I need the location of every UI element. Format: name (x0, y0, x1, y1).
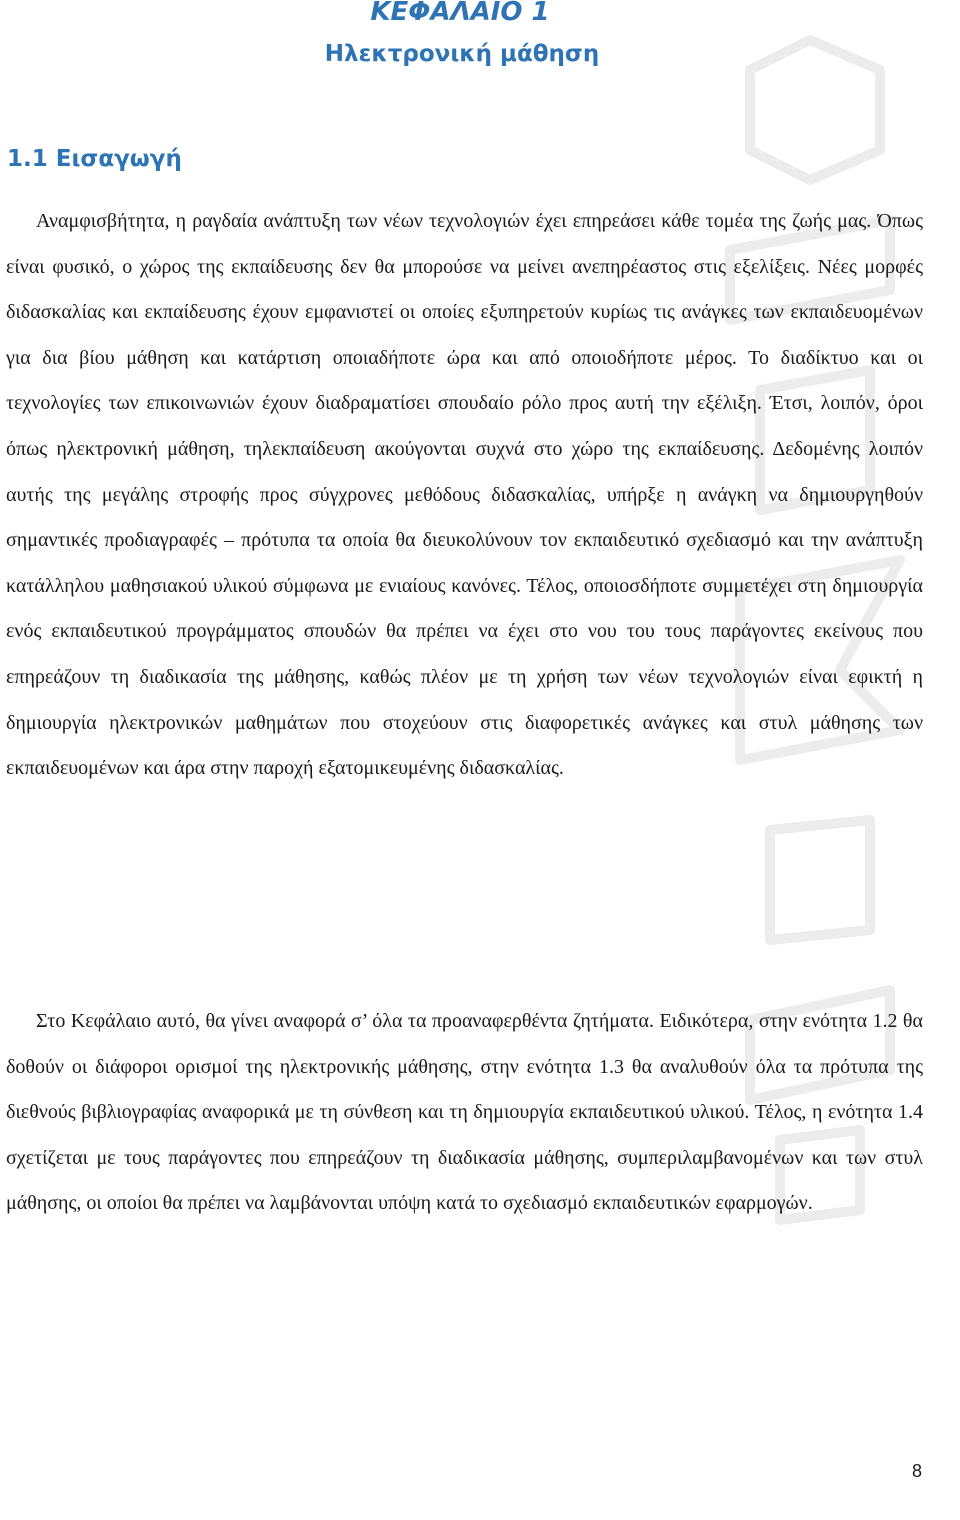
chapter-overview-paragraph: Στο Κεφάλαιο αυτό, θα γίνει αναφορά σ’ όλα τα προαναφερθέντα ζητήματα. Ειδικότερα, στην ενότητα 1.2 θα δοθούν οι διάφοροι ορισμοί της ηλεκτρονικής μάθησης, στην ενότητα 1.3 θα αναλυθούν όλα τα πρότυπα της διεθνούς βιβλιογραφίας αναφορικά με τη σύνθεση και τη δημιουργία εκπαιδευτικού υλικού. Τέλος, η ενότητα 1.4 σχετίζεται με τους παράγοντες που επηρεάζουν τη διαδικασία μάθησης, συμπεριλαμβανομένων και των στυλ μάθησης, οι οποίοι θα πρέπει να λαμβάνονται υπόψη κατά το σχεδιασμό εκπαιδευτικών εφαρμογών. (6, 1010, 923, 1215)
intro-paragraph: Αναμφισβήτητα, η ραγδαία ανάπτυξη των νέων τεχνολογιών έχει επηρεάσει κάθε τομέα της ζωής μας. Όπως είναι φυσικό, ο χώρος της εκπαίδευσης δεν θα μπορούσε να μείνει ανεπηρέαστος στις εξελίξεις. Νέες μορφές διδασκαλίας και εκπαίδευσης έχουν εμφανιστεί οι οποίες εξυπηρετούν κυρίως τις ανάγκες των εκπαιδευομένων για δια βίου μάθηση και κατάρτιση οποιαδήποτε ώρα και από οποιοδήποτε μέρος. Το διαδίκτυο και οι τεχνολογίες των επικοινωνιών έχουν διαδραματίσει σπουδαίο ρόλο προς αυτή την εξέλιξη. Έτσι, λοιπόν, όροι όπως ηλεκτρονική μάθηση, τηλεκπαίδευση ακούγονται συχνά στο χώρο της εκπαίδευσης. Δεδομένης λοιπόν αυτής της μεγάλης στροφής προς σύγχρονες μεθόδους διδασκαλίας, υπήρξε η ανάγκη να δημιουργηθούν σημαντικές προδιαγραφές – πρότυπα τα οποία θα διευκολύνουν τον εκπαιδευτικό σχεδιασμό και την ανάπτυξη κατάλληλου μαθησιακού υλικού σύμφωνα με ενιαίους κανόνες. Τέλος, οποιοσδήποτε συμμετέχει στη δημιουργία ενός εκπαιδευτικού προγράμματος σπουδών θα πρέπει να έχει στο νου του τους παράγοντες εκείνους που επηρεάζουν τη διαδικασία της μάθησης, καθώς πλέον με τη χρήση των νέων τεχνολογιών είναι εφικτή η δημιουργία ηλεκτρονικών μαθημάτων που στοχεύουν στις διαφορετικές ανάγκες και στυλ μάθησης των εκπαιδευομένων και άρα στην παροχή εξατομικευμένης διδασκαλίας. (6, 210, 923, 780)
chapter-number: ΚΕΦΑΛΑΙΟ 1 (370, 0, 550, 27)
chapter-title: Ηλεκτρονική μάθηση (324, 41, 600, 67)
section-heading: 1.1 Εισαγωγή (7, 146, 182, 172)
page-number: 8 (911, 1461, 922, 1481)
